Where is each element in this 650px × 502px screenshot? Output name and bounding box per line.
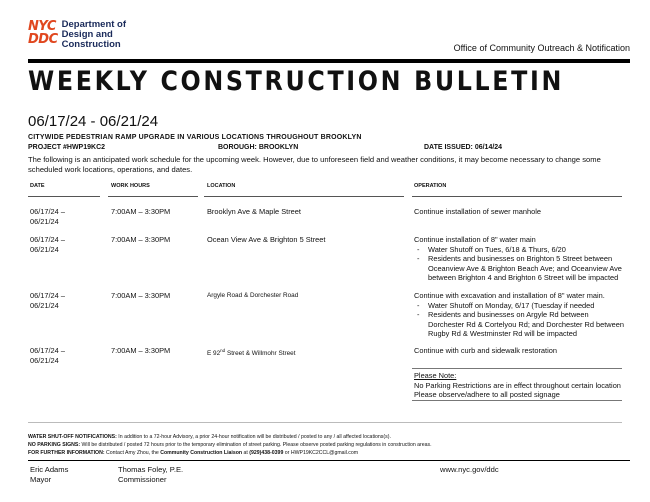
header-date: DATE — [30, 183, 45, 189]
header-rule — [28, 59, 630, 63]
table-row-location: Argyle Road & Dorchester Road — [207, 292, 299, 299]
table-row-hours: 7:00AM – 3:30PM — [111, 235, 171, 244]
table-row-operation: Continue installation of 8" water main - Water Shutoff on Tues, 6/18 & Thurs, 6/20 - Residents and businesses on Brighton 5 Street between Oceanview Ave & Brighton Beach Ave; and Oceanview Ave between Brighton 4 and Brighton 6 Street will be impacted — [414, 235, 624, 283]
footer-rule — [28, 460, 630, 461]
table-row-date: 06/17/24 – 06/21/24 — [30, 291, 65, 310]
list-item: - Water Shutoff on Tues, 6/18 & Thurs, 6/20 — [417, 244, 566, 254]
header-rule-operation — [412, 196, 622, 197]
header-operation: OPERATION — [414, 183, 447, 189]
water-shutoff-notice: WATER SHUT-OFF NOTIFICATIONS: In addition to a 72-hour Advisory, a prior 24-hour notification will be distributed / posted to any / all affected locations(s). — [28, 434, 391, 440]
header-work-hours: WORK HOURS — [111, 183, 150, 189]
ddc-logo — [28, 20, 126, 50]
table-row-location: Ocean View Ave & Brighton 5 Street — [207, 235, 326, 244]
header-rule-hours — [108, 196, 198, 197]
table-row-operation: Continue installation of sewer manhole — [414, 207, 541, 216]
website-link[interactable]: www.nyc.gov/ddc — [440, 465, 499, 474]
header-rule-date — [28, 196, 100, 197]
table-row-hours: 7:00AM – 3:30PM — [111, 346, 171, 355]
table-row-location: E 92nd Street & Willmohr Street — [207, 348, 296, 358]
note-top-rule — [412, 368, 622, 369]
list-item: - Water Shutoff on Monday, 6/17 (Tuesday if needed — [417, 300, 595, 310]
department-name: Department of Design and Construction — [61, 19, 127, 50]
table-row-hours: 7:00AM – 3:30PM — [111, 207, 171, 216]
header-location: LOCATION — [207, 183, 236, 189]
table-row-operation: Continue with curb and sidewalk restoration — [414, 346, 557, 355]
borough: BOROUGH: BROOKLYN — [218, 144, 299, 151]
nyc-ddc-logo-mark: NYC DDC — [28, 19, 58, 47]
date-issued: DATE ISSUED: 06/14/24 — [424, 144, 503, 151]
project-number: PROJECT #HWP19KC2 — [28, 144, 106, 151]
table-row-date: 06/17/24 – 06/21/24 — [30, 235, 65, 254]
project-name: CITYWIDE PEDESTRIAN RAMP UPGRADE IN VARIOUS LOCATIONS THROUGHOUT BROOKLYN — [28, 134, 362, 141]
parking-signs-notice: NO PARKING SIGNS: Will be distributed / posted 72 hours prior to the temporary elimination of street parking. Please observe posted parking regulations in construction areas. — [28, 442, 432, 448]
note-bottom-rule — [412, 400, 622, 401]
table-row-hours: 7:00AM – 3:30PM — [111, 291, 171, 300]
table-row-date: 06/17/24 – 06/21/24 — [30, 207, 65, 226]
table-row-date: 06/17/24 – 06/21/24 — [30, 346, 65, 365]
contact-info: FOR FURTHER INFORMATION: Contact Amy Zhou, the Community Construction Liaison at (929)438-0399 or HWP19KC2CCL@gmail.com — [28, 450, 359, 456]
table-row-operation: Continue with excavation and installation of 8" water main. - Water Shutoff on Monday, 6/17 (Tuesday if needed - Residents and businesses on Argyle Rd between Dorchester Rd & Cortelyou Rd; and Dorchester Rd between Rugby Rd & Westminster Rd will be impacted — [414, 291, 624, 338]
section-divider — [28, 422, 622, 423]
date-range: 06/17/24 - 06/21/24 — [28, 113, 159, 130]
parking-note: Please Note: No Parking Restrictions are in effect throughout certain location Please observe/adhere to all posted signage — [414, 371, 621, 399]
signature-mayor: Eric Adams Mayor — [30, 465, 69, 484]
header-rule-location — [204, 196, 404, 197]
signature-commissioner: Thomas Foley, P.E. Commissioner — [118, 465, 184, 484]
list-item: - Residents and businesses on Brighton 5 Street between Oceanview Ave & Brighton Beach Ave; and Oceanview Ave between Brighton 4 and Brighton 6 Street will be impacted — [417, 254, 622, 282]
page-title: WEEKLY CONSTRUCTION BULLETIN — [28, 66, 565, 97]
table-row-location: Brooklyn Ave & Maple Street — [207, 207, 301, 216]
intro-text: The following is an anticipated work schedule for the upcoming week. However, due to unforeseen field and weather conditions, it may become necessary to change some scheduled work locations, operations, and dates. — [28, 155, 601, 174]
office-name: Office of Community Outreach & Notification — [453, 43, 630, 53]
list-item: - Residents and businesses on Argyle Rd between Dorchester Rd & Cortelyou Rd; and Dorchester Rd between Rugby Rd & Westminster Rd will be impacted — [417, 310, 624, 338]
